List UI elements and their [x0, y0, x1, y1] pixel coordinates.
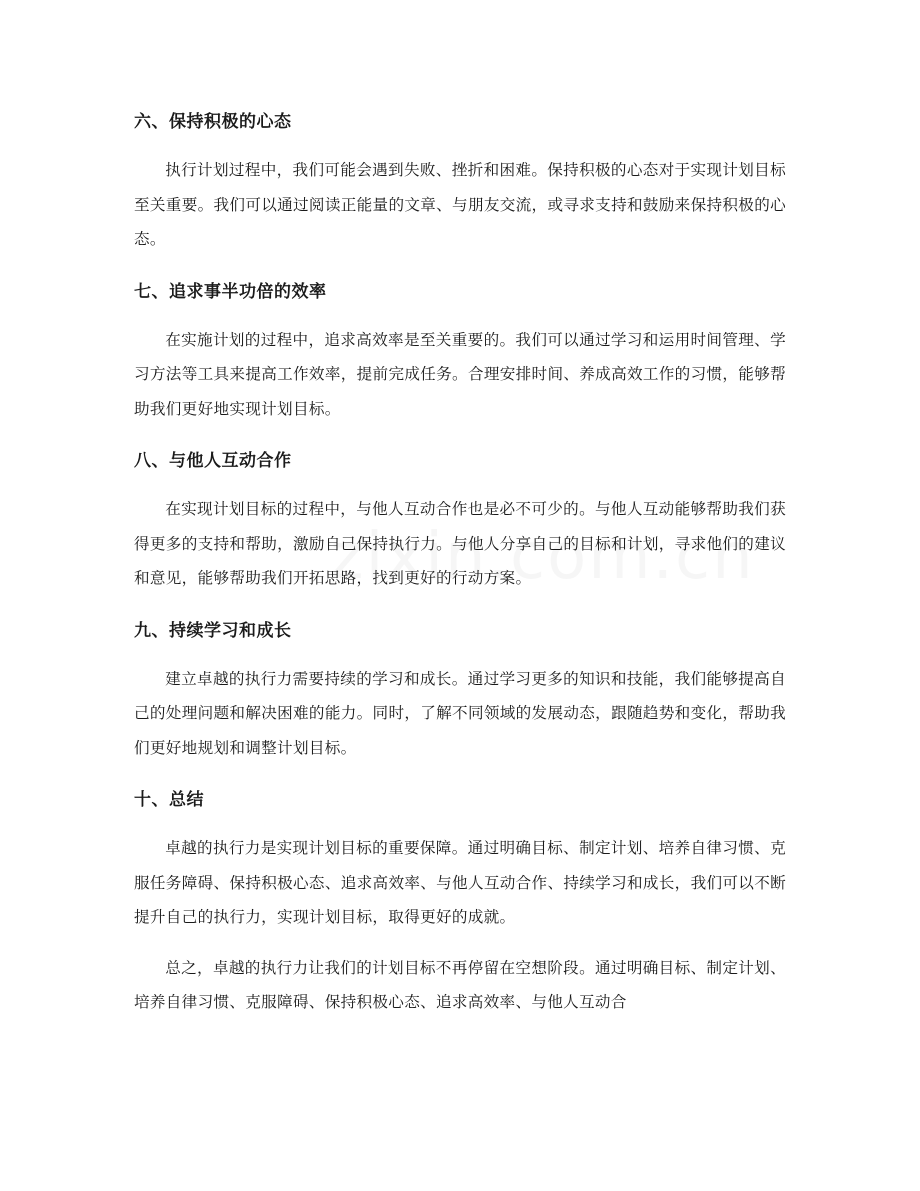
section-7 [134, 273, 786, 427]
section-paragraph: 在实现计划目标的过程中，与他人互动合作也是必不可少的。与他人互动能够帮助我们获得更多的支持和帮助，激励自己保持执行力。与他人分享自己的目标和计划，寻求他们的建议和意见，能够帮助我们开拓思路，找到更好的行动方案。 [134, 500, 786, 587]
section-heading: 七、追求事半功倍的效率 [134, 281, 327, 302]
section-heading: 六、保持积极的心态 [134, 112, 292, 132]
section-heading: 八、与他人互动合作 [134, 451, 292, 471]
section-paragraph: 建立卓越的执行力需要持续的学习和成长。通过学习更多的知识和技能，我们能够提高自己的处理问题和解决困难的能力。同时，了解不同领域的发展动态，跟随趋势和变化，帮助我们更好地规划和调整计划目标。 [134, 669, 786, 757]
section-10 [134, 781, 786, 1020]
section-8 [134, 442, 786, 596]
document-body [134, 103, 786, 1020]
section-9 [134, 612, 786, 766]
section-heading: 十、总结 [134, 790, 204, 810]
section-heading: 九、持续学习和成长 [134, 620, 292, 641]
section-paragraph: 总之，卓越的执行力让我们的计划目标不再停留在空想阶段。通过明确目标、制定计划、培养自律习惯、克服障碍、保持积极心态、追求高效率、与他人互动合 [134, 958, 786, 1011]
section-paragraph: 执行计划过程中，我们可能会遇到失败、挫折和困难。保持积极的心态对于实现计划目标至关重要。我们可以通过阅读正能量的文章、与朋友交流，或寻求支持和鼓励来保持积极的心态。 [134, 161, 786, 248]
section-6 [134, 103, 786, 257]
section-paragraph: 卓越的执行力是实现计划目标的重要保障。通过明确目标、制定计划、培养自律习惯、克服任务障碍、保持积极心态、追求高效率、与他人互动合作、持续学习和成长，我们可以不断提升自己的执行力，实现计划目标，取得更好的成就。 [134, 839, 786, 926]
section-paragraph: 在实施计划的过程中，追求高效率是至关重要的。我们可以通过学习和运用时间管理、学习方法等工具来提高工作效率，提前完成任务。合理安排时间、养成高效工作的习惯，能够帮助我们更好地实现计划目标。 [134, 330, 786, 418]
